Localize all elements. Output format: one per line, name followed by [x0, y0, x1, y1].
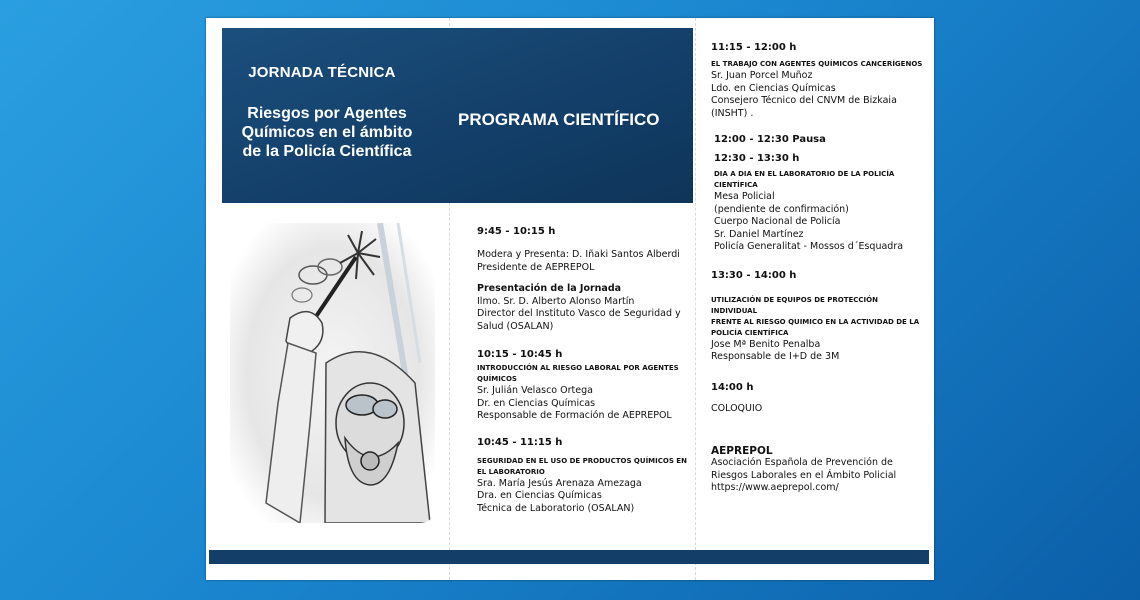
programa-title: PROGRAMA CIENTÍFICO — [458, 110, 660, 129]
session-topic-cont: EL LABORATORIO — [477, 467, 545, 476]
session-time: 9:45 - 10:15 h — [477, 226, 556, 237]
right-program-column — [711, 42, 926, 495]
session-topic: SEGURIDAD EN EL USO DE PRODUCTOS QUÍMICOS EN — [477, 456, 687, 465]
panel-member-2: Sr. Daniel Martínez — [714, 228, 804, 240]
session-topic: UTILIZACIÓN DE EQUIPOS DE PROTECCIÓN INDIVIDUAL — [711, 295, 878, 315]
session-time: 12:30 - 13:30 h — [714, 153, 800, 164]
speaker-role: Responsable de Formación de AEPREPOL — [477, 410, 672, 421]
presenter-name: Ilmo. Sr. D. Alberto Alonso Martín — [477, 295, 635, 307]
speaker-title: Dr. en Ciencias Químicas — [477, 397, 596, 409]
session-time: 13:30 - 14:00 h — [711, 269, 797, 281]
subtitle-line-1: Riesgos por Agentes — [247, 105, 407, 122]
center-program-column — [477, 226, 687, 515]
speaker-title: Ldo. en Ciencias Químicas — [711, 82, 836, 94]
session-topic-cont: FRENTE AL RIESGO QUIMICO EN LA ACTIVIDAD DE LA — [711, 317, 920, 326]
moderator-role: Presidente de AEPREPOL — [477, 261, 595, 273]
event-subtitle — [222, 104, 432, 161]
session-topic-cont: CIENTÍFICA — [714, 181, 758, 189]
speaker-name: Sr. Julián Velasco Ortega — [477, 385, 593, 396]
panel-member-3: Policía Generalitat - Mossos d´Esquadra — [714, 241, 904, 252]
panel-name: Mesa Policial — [714, 191, 775, 202]
presenter-role-1: Director del Instituto Vasco de Seguridad y — [477, 308, 681, 319]
speaker-name: Sra. María Jesús Arenaza Amezaga — [477, 477, 642, 489]
session-topic: DIA A DIA EN EL LABORATORIO DE LA POLICÍA — [714, 170, 895, 178]
speaker-role: Técnica de Laboratorio (OSALAN) — [477, 502, 635, 514]
coloquio-label: COLOQUIO — [711, 402, 763, 414]
session-topic-cont: POLICÍA CIENTÍFICA — [711, 328, 789, 337]
presenter-role-2: Salud (OSALAN) — [477, 320, 554, 332]
speaker-name: Sr. Juan Porcel Muñoz — [711, 70, 813, 81]
subtitle-line-3: de la Policía Científica — [242, 143, 412, 160]
speaker-name: Jose Mª Benito Penalba — [711, 338, 821, 350]
session-time: 14:00 h — [711, 381, 754, 393]
speaker-role: Responsable de I+D de 3M — [711, 351, 840, 362]
subtitle-line-2: Químicos en el ámbito — [241, 124, 413, 141]
speaker-role-cont: (INSHT) . — [711, 107, 754, 119]
jornada-title: JORNADA TÉCNICA — [248, 64, 396, 81]
moderator-line: Modera y Presenta: D. Iñaki Santos Alberdi — [477, 249, 680, 260]
session-time: 10:45 - 11:15 h — [477, 436, 563, 448]
session-topic-cont: QUÍMICOS — [477, 375, 517, 383]
organizer-url[interactable]: https://www.aeprepol.com/ — [711, 482, 839, 493]
panel-member-1: Cuerpo Nacional de Policía — [714, 216, 841, 227]
brochure-sheet — [206, 18, 934, 580]
presentation-heading: Presentación de la Jornada — [477, 283, 622, 294]
forensic-technician-illustration — [230, 223, 435, 523]
speaker-role: Consejero Técnico del CNVM de Bizkaia — [711, 95, 897, 106]
session-time: 11:15 - 12:00 h — [711, 42, 797, 53]
organizer-name: AEPREPOL — [711, 445, 773, 457]
session-time: 10:15 - 10:45 h — [477, 349, 563, 360]
speaker-title: Dra. en Ciencias Químicas — [477, 490, 602, 501]
organizer-desc-1: Asociación Española de Prevención de — [711, 457, 893, 468]
session-topic: INTRODUCCIÓN AL RIESGO LABORAL POR AGENTES — [477, 364, 679, 372]
header-banner — [222, 28, 693, 203]
footer-bar — [209, 550, 929, 564]
forensic-photo — [230, 223, 435, 523]
session-topic: EL TRABAJO CON AGENTES QUÍMICOS CANCERÍGENOS — [711, 60, 923, 68]
banner-title-block — [222, 28, 442, 203]
panel-status: (pendiente de confirmación) — [714, 203, 849, 215]
pause-time: 12:00 - 12:30 Pausa — [714, 134, 826, 145]
organizer-desc-2: Riesgos Laborales en el Ámbito Policial — [711, 469, 897, 481]
fold-line-right — [695, 18, 696, 580]
